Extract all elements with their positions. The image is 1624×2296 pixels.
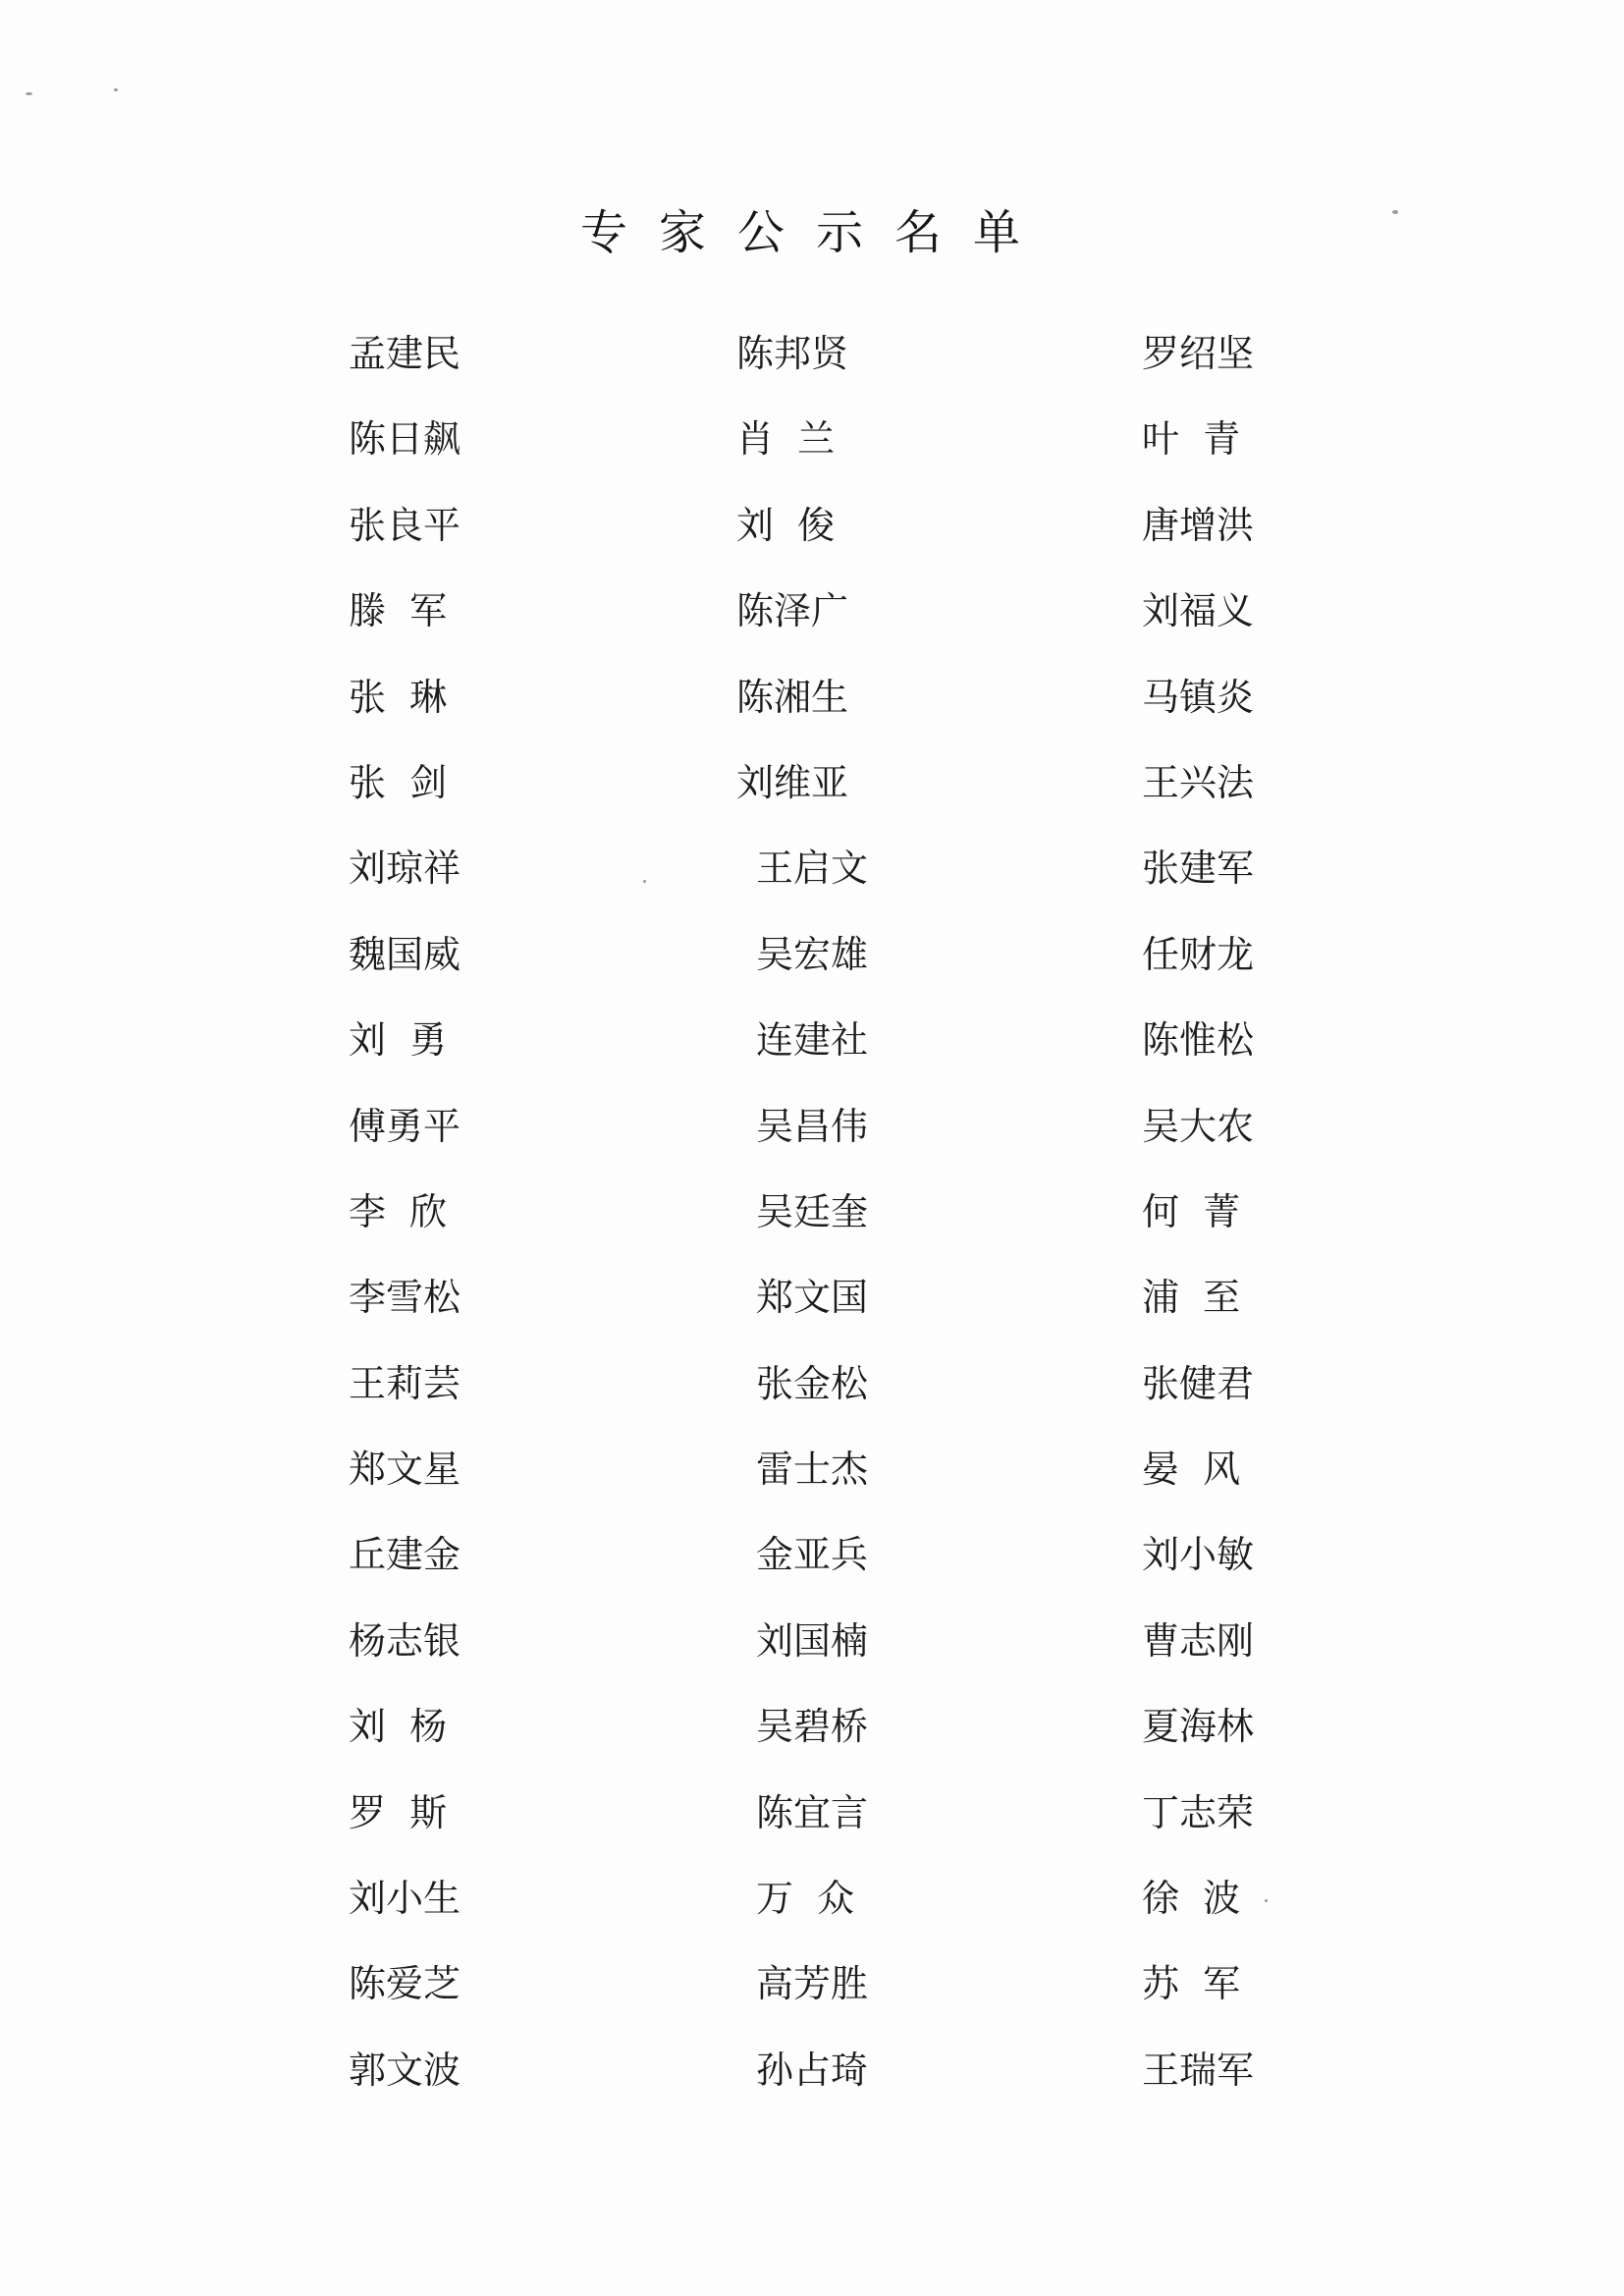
- name-cell: 连建社: [756, 1018, 869, 1063]
- name-cell: 郑文国: [756, 1276, 869, 1320]
- name-cell: 刘小敏: [1142, 1533, 1255, 1577]
- name-cell: 张 琳: [349, 675, 448, 719]
- name-cell: 张 剑: [349, 760, 448, 804]
- name-row: [349, 925, 1330, 1011]
- name-cell: 陈宜言: [756, 1790, 869, 1834]
- name-cell: 张建军: [1142, 847, 1255, 891]
- name-cell: 吴宏雄: [756, 932, 869, 976]
- name-cell: 吴碧桥: [756, 1705, 869, 1749]
- name-row: [349, 753, 1330, 839]
- name-cell: 王莉芸: [349, 1361, 461, 1405]
- name-cell: 叶 青: [1142, 417, 1241, 462]
- name-cell: 刘 杨: [349, 1705, 448, 1749]
- name-cell: 陈泽广: [736, 589, 849, 633]
- name-row: [349, 1869, 1330, 1954]
- name-row: [349, 668, 1330, 753]
- name-row: [349, 410, 1330, 495]
- expert-name-list: [349, 324, 1330, 2126]
- name-cell: 王瑞军: [1142, 2048, 1255, 2092]
- page-title: 专家公示名单: [579, 205, 1052, 260]
- name-cell: 何 菁: [1142, 1189, 1241, 1233]
- scan-speck: [114, 88, 118, 91]
- scan-speck: [1392, 210, 1398, 214]
- name-cell: 肖 兰: [736, 417, 836, 462]
- name-row: [349, 1525, 1330, 1611]
- name-cell: 曹志刚: [1142, 1618, 1255, 1663]
- name-cell: 晏 风: [1142, 1448, 1241, 1492]
- name-row: [349, 496, 1330, 581]
- name-row: [349, 1182, 1330, 1268]
- name-cell: 傅勇平: [349, 1104, 461, 1148]
- name-cell: 陈湘生: [736, 675, 849, 719]
- name-cell: 张健君: [1142, 1361, 1255, 1405]
- name-cell: 王兴法: [1142, 760, 1255, 804]
- name-cell: 吴昌伟: [756, 1104, 869, 1148]
- name-cell: 罗 斯: [349, 1790, 448, 1834]
- name-cell: 高芳胜: [756, 1962, 869, 2006]
- name-row: [349, 839, 1330, 924]
- name-cell: 万 众: [756, 1877, 855, 1921]
- name-cell: 吴廷奎: [756, 1189, 869, 1233]
- name-cell: 李雪松: [349, 1276, 461, 1320]
- name-cell: 徐 波: [1142, 1877, 1241, 1921]
- name-row: [349, 2041, 1330, 2126]
- name-cell: 陈惟松: [1142, 1018, 1255, 1063]
- name-row: [349, 1440, 1330, 1525]
- name-cell: 郑文星: [349, 1448, 461, 1492]
- name-cell: 刘国楠: [756, 1618, 869, 1663]
- name-row: [349, 1268, 1330, 1353]
- name-row: [349, 1697, 1330, 1782]
- scan-speck: [26, 92, 32, 95]
- name-row: [349, 581, 1330, 667]
- name-cell: 陈邦贤: [736, 332, 849, 375]
- name-cell: 丘建金: [349, 1533, 461, 1577]
- name-row: [349, 1097, 1330, 1182]
- name-cell: 刘 勇: [349, 1018, 448, 1063]
- name-row: [349, 1783, 1330, 1869]
- name-row: [349, 1954, 1330, 2040]
- name-cell: 杨志银: [349, 1618, 461, 1663]
- name-cell: 罗绍坚: [1142, 332, 1255, 375]
- scan-speck: [643, 880, 646, 883]
- name-cell: 张金松: [756, 1361, 869, 1405]
- name-cell: 刘福义: [1142, 589, 1255, 633]
- name-cell: 马镇炎: [1142, 675, 1255, 719]
- name-cell: 王启文: [756, 847, 869, 891]
- name-cell: 吴大农: [1142, 1104, 1255, 1148]
- name-cell: 李 欣: [349, 1189, 448, 1233]
- name-cell: 滕 军: [349, 589, 448, 633]
- name-cell: 丁志荣: [1142, 1790, 1255, 1834]
- name-cell: 刘琼祥: [349, 847, 461, 891]
- name-cell: 苏 军: [1142, 1962, 1241, 2006]
- name-row: [349, 1011, 1330, 1096]
- name-cell: 孟建民: [349, 332, 461, 375]
- scan-speck: [1265, 1899, 1268, 1902]
- name-cell: 刘小生: [349, 1877, 461, 1921]
- name-cell: 夏海林: [1142, 1705, 1255, 1749]
- name-cell: 金亚兵: [756, 1533, 869, 1577]
- name-row: [349, 1612, 1330, 1697]
- name-row: [349, 1354, 1330, 1440]
- name-cell: 刘维亚: [736, 760, 849, 804]
- name-cell: 孙占琦: [756, 2048, 869, 2092]
- name-cell: 陈日飙: [349, 417, 461, 462]
- name-cell: 浦 至: [1142, 1276, 1241, 1320]
- name-cell: 郭文波: [349, 2048, 461, 2092]
- name-cell: 任财龙: [1142, 932, 1255, 976]
- name-cell: 刘 俊: [736, 503, 836, 547]
- name-cell: 张良平: [349, 503, 461, 547]
- name-cell: 陈爱芝: [349, 1962, 461, 2006]
- name-cell: 雷士杰: [756, 1448, 869, 1492]
- name-cell: 魏国威: [349, 932, 461, 976]
- name-cell: 唐增洪: [1142, 503, 1255, 547]
- name-row: [349, 324, 1330, 410]
